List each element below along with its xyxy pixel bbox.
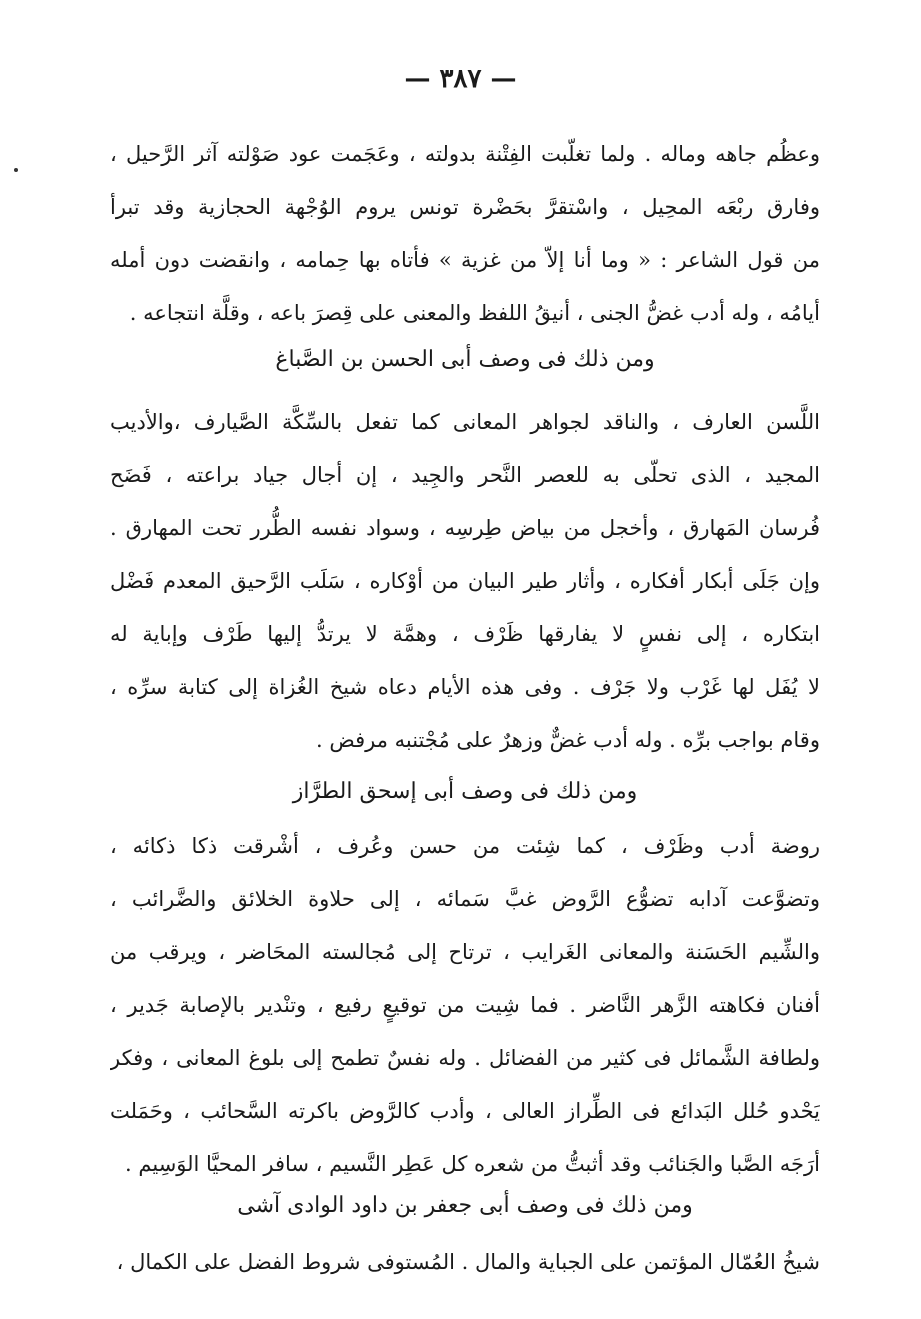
paragraph-line: وعظُم جاهه وماله . ولما تغلّبت الفِتْنة بدولته ، وعَجَمت عود صَوْلته آثر الرَّحيل ، bbox=[110, 142, 820, 166]
paragraph-line: أيامُه ، وله أدب غضُّ الجنى ، أنيقُ اللفظ والمعنى على قِصرَ باعه ، وقلَّة انتجاعه . bbox=[129, 301, 820, 325]
paragraph-2 bbox=[110, 396, 820, 767]
paragraph-3 bbox=[110, 820, 820, 1191]
paragraph-line: يَحْدو حُلل البَدائع فى الطِّراز العالى ، وأدب كالرَّوض باكرته السَّحائب ، وحَمَلت bbox=[110, 1099, 820, 1123]
paragraph-line: روضة أدب وظَرْف ، كما شِئت من حسن وعُرف ، أشْرقت ذكا ذكائه ، bbox=[110, 834, 820, 858]
paragraph-line: وإن جَلَى أبكار أفكاره ، وأثار طير البيان من أوْكاره ، سَلَب الرَّحيق المعدم فَضْل bbox=[110, 569, 820, 593]
paragraph-line: وقام بواجب برِّه . وله أدب غضٌّ وزهرٌ على مُجْتنبه مرفض . bbox=[316, 728, 820, 752]
paragraph-line: والشِّيم الحَسَنة والمعانى الغَرايب ، ترتاح إلى مُجالسته المحَاضر ، ويرقب من bbox=[110, 940, 820, 964]
paragraph-line: المجيد ، الذى تحلّى به للعصر النَّحر والجِيد ، إن أجال جياد براعته ، فَضَح bbox=[110, 463, 820, 487]
paragraph-line: لا يُفَل لها غَرْب ولا جَرْف . وفى هذه الأيام دعاه شيخ الغُزاة إلى كتابة سرِّه ، bbox=[110, 675, 820, 699]
paragraph-line: فُرسان المَهارق ، وأخجل من بياض طِرسِه ، وسواد نفسه الطُّرر تحت المهارق . bbox=[110, 516, 820, 540]
paragraph-1 bbox=[110, 128, 820, 340]
paragraph-line: وتضوَّعت آدابه تضوُّع الرَّوض غبَّ سَمائه ، إلى حلاوة الخلائق والضَّرائب ، bbox=[110, 887, 820, 911]
section-heading: ومن ذلك فى وصف أبى الحسن بن الصَّباغ bbox=[275, 347, 655, 372]
section-heading: ومن ذلك فى وصف أبى جعفر بن داود الوادى آشى bbox=[237, 1193, 693, 1218]
paragraph-line: ولطافة الشَّمائل فى كثير من الفضائل . وله نفسٌ تطمح إلى بلوغ المعانى ، وفكر bbox=[110, 1046, 820, 1070]
page-number: — ٣٨٧ — bbox=[404, 64, 517, 94]
paragraph-line: شيخُ العُمّال المؤتمن على الجباية والمال . المُستوفى شروط الفضل على الكمال ، bbox=[116, 1250, 820, 1274]
paragraph-line: من قول الشاعر : « وما أنا إلاّ من غزية » فأتاه بها حِمامه ، وانقضت دون أمله bbox=[110, 248, 820, 272]
scan-speck bbox=[14, 168, 18, 172]
paragraph-line: ابتكاره ، إلى نفسٍ لا يفارقها ظَرْف ، وهمَّة لا يرتدُّ إليها طَرْف وإباية له bbox=[110, 622, 820, 646]
paragraph-line: اللَّسن العارف ، والناقد لجواهر المعانى كما تفعل بالسِّكَّة الصَّيارف ،والأديب bbox=[110, 410, 820, 434]
paragraph-line: أفنان فكاهته الزَّهر النَّاضر . فما شِيت من توقيعٍ رفيع ، وتنْدير بالإصابة جَدير ، bbox=[110, 993, 820, 1017]
paragraph-line: وفارق ربْعَه المحِيل ، واسْتقرَّ بحَضْرة تونس يروم الوُجْهة الحجازية وقد تبرأ bbox=[110, 195, 820, 219]
section-heading: ومن ذلك فى وصف أبى إسحق الطرَّاز bbox=[292, 779, 638, 804]
paragraph-line: أرَجَه الصَّبا والجَنائب وقد أثبتُّ من شعره كل عَطِر النَّسيم ، سافر المحيَّا الوَسِيم . bbox=[125, 1152, 820, 1176]
paragraph-4 bbox=[110, 1236, 820, 1289]
